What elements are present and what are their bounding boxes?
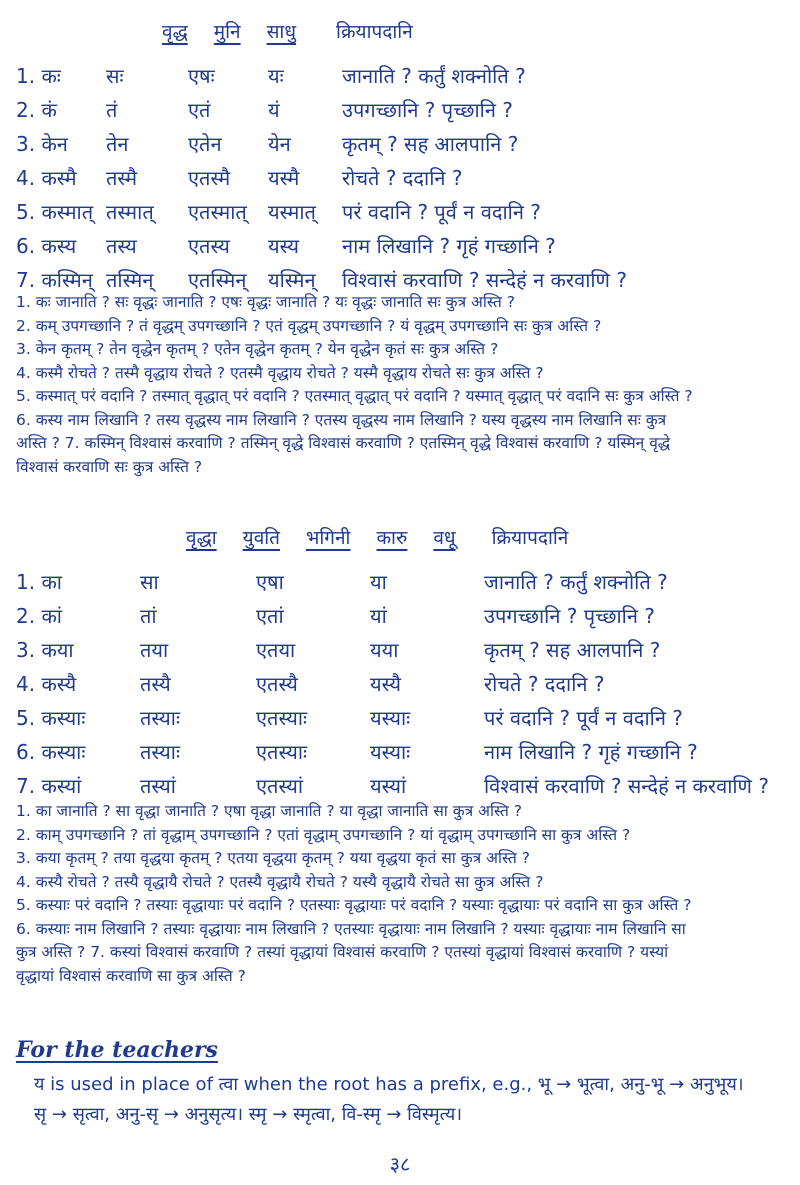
sentence-line: वृद्धायां विश्वासं करवाणि सा कुत्र अस्ति ?	[16, 966, 246, 985]
page-number: ३८	[389, 1152, 411, 1176]
table-cell: एतस्मै	[188, 165, 231, 190]
table-cell: कृतम् ? सह आलपानि ?	[484, 637, 661, 662]
table-row	[16, 632, 784, 666]
table-cell: तं	[106, 97, 118, 122]
table-cell: 3. केन	[16, 131, 68, 156]
verbs-heading: क्रियापदानि	[491, 527, 569, 549]
table-cell: येन	[268, 131, 291, 156]
table-cell: तया	[140, 637, 169, 662]
section1-header	[162, 18, 439, 44]
table-cell: तां	[140, 603, 157, 628]
sentence-line: कुत्र अस्ति ? 7. कस्यां विश्वासं करवाणि ? तस्यां वृद्धायां विश्वासं करवाणि ? एतस्यां वृद्धायां विश्वासं करवाणि ? यस्यां	[16, 943, 669, 961]
pronoun-table-1	[16, 58, 782, 296]
table-cell: यस्मिन्	[268, 267, 316, 292]
sentence-line: 6. कस्याः नाम लिखानि ? तस्याः वृद्धायाः नाम लिखानि ? एतस्याः वृद्धायाः नाम लिखानि ? यस्याः वृद्धायाः नाम लिखानि सा	[16, 919, 686, 938]
table-cell: नाम लिखानि ? गृहं गच्छानि ?	[484, 739, 698, 764]
table-cell: 2. कं	[16, 97, 57, 122]
table-row	[16, 126, 782, 160]
table-row	[16, 564, 784, 598]
sentence-line: 2. काम् उपगच्छानि ? तां वृद्धाम् उपगच्छानि ? एतां वृद्धाम् उपगच्छानि ? यां वृद्धाम् उपगच्छानि सा कुत्र अस्ति ?	[16, 825, 631, 844]
table-cell: यस्याः	[370, 739, 411, 764]
noun-heading-1: वृद्धा	[186, 527, 217, 549]
sentence-line: 5. कस्मात् परं वदानि ? तस्मात् वृद्धात् परं वदानि ? एतस्मात् वृद्धात् परं वदानि ? यस्मात् वृद्धात् परं वदानि सः कुत्र अस्ति ?	[16, 387, 693, 405]
table-cell: परं वदानि ? पूर्वं न वदानि ?	[484, 705, 683, 730]
table-row	[16, 160, 782, 194]
table-cell: 6. कस्याः	[16, 739, 86, 764]
table-cell: एतस्मिन्	[188, 267, 247, 292]
table-row	[16, 700, 784, 734]
noun-heading-2: युवति	[242, 527, 281, 549]
table-cell: यस्य	[268, 233, 299, 258]
table-cell: एतया	[256, 637, 296, 662]
table-cell: एतेन	[188, 131, 222, 156]
noun-heading-1: वृद्ध	[162, 21, 188, 43]
sentences-2	[16, 800, 790, 988]
section2-header	[186, 524, 594, 550]
table-cell: 3. कया	[16, 637, 74, 662]
noun-heading-3: साधु	[266, 21, 297, 43]
table-cell: 6. कस्य	[16, 233, 77, 258]
sentence-line: विश्वासं करवाणि सः कुत्र अस्ति ?	[16, 457, 203, 476]
table-cell: नाम लिखानि ? गृहं गच्छानि ?	[342, 233, 556, 258]
table-cell: तस्मात्	[106, 199, 154, 224]
sentences-1	[16, 291, 790, 479]
table-cell: जानाति ? कर्तुं शक्नोति ?	[342, 63, 526, 88]
table-cell: एतस्मात्	[188, 199, 247, 224]
table-cell: 1. का	[16, 569, 62, 594]
table-cell: रोचते ? ददानि ?	[484, 671, 605, 696]
table-cell: 5. कस्याः	[16, 705, 86, 730]
table-cell: 4. कस्मै	[16, 165, 77, 190]
table-cell: यस्यां	[370, 773, 407, 798]
sentence-line: 1. कः जानाति ? सः वृद्धः जानाति ? एषः वृद्धः जानाति ? यः वृद्धः जानाति सः कुत्र अस्ति ?	[16, 293, 515, 311]
table-cell: या	[370, 569, 387, 594]
noun-heading-2: मुनि	[213, 21, 241, 43]
table-cell: यां	[370, 603, 387, 628]
sentence-line: 2. कम् उपगच्छानि ? तं वृद्धम् उपगच्छानि ? एतं वृद्धम् उपगच्छानि ? यं वृद्धम् उपगच्छानि सः कुत्र अस्ति ?	[16, 316, 602, 335]
sentence-line: 4. कस्यै रोचते ? तस्यै वृद्धायै रोचते ? एतस्यै वृद्धायै रोचते ? यस्यै वृद्धायै रोचते सा कुत्र अस्ति ?	[16, 872, 544, 891]
table-row	[16, 598, 784, 632]
sentence-line: अस्ति ? 7. कस्मिन् विश्वासं करवाणि ? तस्मिन् वृद्धे विश्वासं करवाणि ? एतस्मिन् वृद्धे विश्वासं करवाणि ? यस्मिन् वृद्धे	[16, 434, 671, 452]
table-cell: एतस्यां	[256, 773, 304, 798]
table-cell: एतं	[188, 97, 211, 122]
table-cell: विश्वासं करवाणि ? सन्देहं न करवाणि ?	[484, 773, 769, 798]
sentence-line: 4. कस्मै रोचते ? तस्मै वृद्धाय रोचते ? एतस्मै वृद्धाय रोचते ? यस्मै वृद्धाय रोचते सः कुत्र अस्ति ?	[16, 363, 544, 382]
table-cell: 7. कस्यां	[16, 773, 82, 798]
table-cell: तस्याः	[140, 705, 180, 730]
noun-heading-5: वधू	[433, 527, 456, 549]
table-cell: जानाति ? कर्तुं शक्नोति ?	[484, 569, 668, 594]
table-cell: तस्यां	[140, 773, 176, 798]
table-cell: एतस्यै	[256, 671, 298, 696]
verbs-heading: क्रियापदानि	[336, 21, 413, 43]
table-row	[16, 734, 784, 768]
table-cell: उपगच्छानि ? पृच्छानि ?	[484, 603, 655, 628]
table-row	[16, 768, 784, 802]
table-cell: यस्यै	[370, 671, 401, 696]
table-cell: तस्याः	[140, 739, 180, 764]
table-cell: यस्मात्	[268, 199, 316, 224]
table-cell: तस्मिन्	[106, 267, 154, 292]
table-cell: एतस्य	[188, 233, 230, 258]
table-cell: एषा	[256, 569, 284, 594]
table-row	[16, 58, 782, 92]
table-cell: विश्वासं करवाणि ? सन्देहं न करवाणि ?	[342, 267, 627, 292]
table-cell: तस्य	[106, 233, 137, 258]
sentence-line: 6. कस्य नाम लिखानि ? तस्य वृद्धस्य नाम लिखानि ? एतस्य वृद्धस्य नाम लिखानि ? यस्य वृद्धस्य नाम लिखानि सः कुत्र	[16, 410, 667, 429]
table-cell: 5. कस्मात्	[16, 199, 94, 224]
noun-heading-4: कारु	[376, 527, 408, 549]
table-row	[16, 92, 782, 126]
table-cell: तस्यै	[140, 671, 171, 696]
table-cell: कृतम् ? सह आलपानि ?	[342, 131, 519, 156]
table-row	[16, 228, 782, 262]
table-cell: 4. कस्यै	[16, 671, 77, 696]
table-cell: 7. कस्मिन्	[16, 267, 93, 292]
sentence-line: 1. का जानाति ? सा वृद्धा जानाति ? एषा वृद्धा जानाति ? या वृद्धा जानाति सा कुत्र अस्ति ?	[16, 802, 522, 820]
table-cell: 2. कां	[16, 603, 62, 628]
teachers-note-line-1: य is used in place of त्वा when the root has a prefix, e.g., भू → भूत्वा, अनु-भू → अनुभूय।	[34, 1074, 744, 1095]
sentence-line: 5. कस्याः परं वदानि ? तस्याः वृद्धायाः परं वदानि ? एतस्याः वृद्धायाः परं वदानि ? यस्याः वृद्धायाः परं वदानि सा कुत्र अस्ति ?	[16, 896, 692, 914]
table-cell: यया	[370, 637, 399, 662]
teachers-note-line-2: सृ → सृत्वा, अनु-सृ → अनुसृत्य। स्मृ → स्मृत्वा, वि-स्मृ → विस्मृत्य।	[34, 1104, 463, 1125]
table-cell: तेन	[106, 131, 129, 156]
table-cell: रोचते ? ददानि ?	[342, 165, 463, 190]
table-cell: 1. कः	[16, 63, 61, 88]
table-cell: यस्याः	[370, 705, 411, 730]
table-cell: यस्मै	[268, 165, 300, 190]
table-cell: परं वदानि ? पूर्वं न वदानि ?	[342, 199, 541, 224]
table-cell: सा	[140, 569, 159, 594]
noun-heading-3: भगिनी	[306, 527, 351, 549]
table-cell: उपगच्छानि ? पृच्छानि ?	[342, 97, 513, 122]
table-cell: एतस्याः	[256, 739, 308, 764]
table-cell: एषः	[188, 63, 215, 88]
table-cell: तस्मै	[106, 165, 138, 190]
table-cell: यः	[268, 63, 284, 88]
table-cell: यं	[268, 97, 280, 122]
table-cell: सः	[106, 63, 124, 88]
table-cell: एतस्याः	[256, 705, 308, 730]
table-row	[16, 666, 784, 700]
teachers-title: For the teachers	[16, 1037, 218, 1063]
table-row	[16, 194, 782, 228]
pronoun-table-2	[16, 564, 784, 802]
sentence-line: 3. कया कृतम् ? तया वृद्धया कृतम् ? एतया वृद्धया कृतम् ? यया वृद्धया कृतं सा कुत्र अस्ति ?	[16, 849, 530, 867]
sentence-line: 3. केन कृतम् ? तेन वृद्धेन कृतम् ? एतेन वृद्धेन कृतम् ? येन वृद्धेन कृतं सः कुत्र अस्ति ?	[16, 340, 499, 358]
table-cell: एतां	[256, 603, 284, 628]
